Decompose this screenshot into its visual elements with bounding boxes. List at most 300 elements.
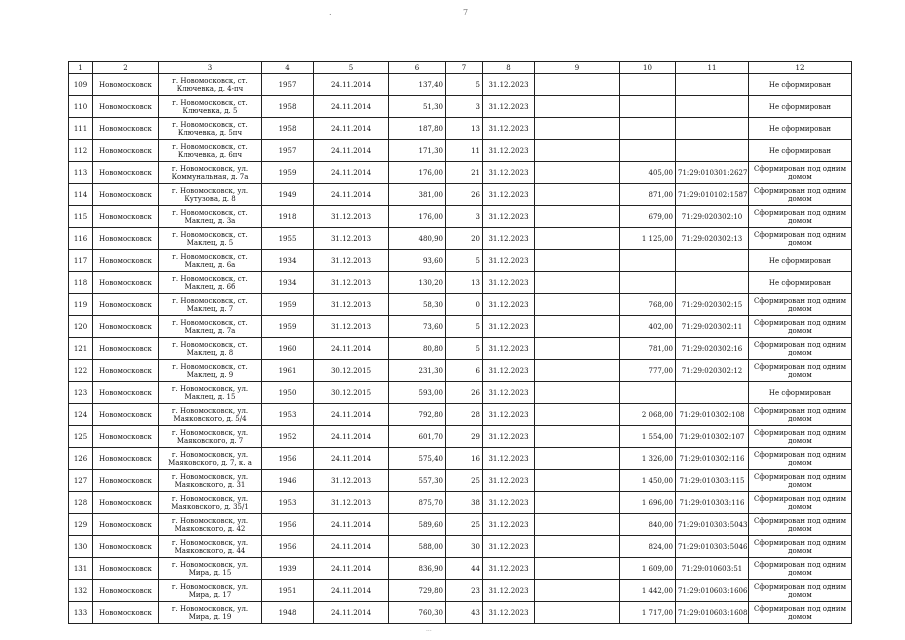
empty-cell (535, 404, 620, 426)
term-date-cell: 31.12.2023 (483, 536, 535, 558)
term-date-cell: 31.12.2023 (483, 404, 535, 426)
address-cell: г. Новомосковск, ул. Маяковского, д. 7 (159, 426, 262, 448)
year-cell: 1959 (262, 162, 314, 184)
status-cell: Сформирован под одним домом (749, 580, 852, 602)
address-cell: г. Новомосковск, ст. Маклец, д. 6а (159, 250, 262, 272)
area-cell: 557,30 (389, 470, 446, 492)
row-number: 126 (69, 448, 93, 470)
cadastral-number-cell (676, 140, 749, 162)
area-cell: 601,70 (389, 426, 446, 448)
address-cell: г. Новомосковск, ул. Мира, д. 17 (159, 580, 262, 602)
city-cell: Новомосковск (93, 558, 159, 580)
city-cell: Новомосковск (93, 426, 159, 448)
land-area-cell: 768,00 (620, 294, 676, 316)
year-cell: 1960 (262, 338, 314, 360)
count-cell: 21 (446, 162, 483, 184)
status-cell: Сформирован под одним домом (749, 162, 852, 184)
date-cell: 30.12.2015 (314, 360, 389, 382)
term-date-cell: 31.12.2023 (483, 492, 535, 514)
column-number-header: 10 (620, 62, 676, 74)
land-area-cell: 840,00 (620, 514, 676, 536)
address-cell: г. Новомосковск, ст. Ключевка, д. 6пч (159, 140, 262, 162)
column-number-header: 6 (389, 62, 446, 74)
status-cell: Сформирован под одним домом (749, 184, 852, 206)
count-cell: 5 (446, 250, 483, 272)
count-cell: 28 (446, 404, 483, 426)
row-number: 130 (69, 536, 93, 558)
address-cell: г. Новомосковск, ул. Маяковского, д. 35/1 (159, 492, 262, 514)
term-date-cell: 31.12.2023 (483, 316, 535, 338)
address-cell: г. Новомосковск, ул. Маяковского, д. 7, к. а (159, 448, 262, 470)
area-cell: 381,00 (389, 184, 446, 206)
column-number-header: 12 (749, 62, 852, 74)
date-cell: 24.11.2014 (314, 514, 389, 536)
address-cell: г. Новомосковск, ул. Маклец, д. 15 (159, 382, 262, 404)
row-number: 120 (69, 316, 93, 338)
year-cell: 1957 (262, 140, 314, 162)
term-date-cell: 31.12.2023 (483, 118, 535, 140)
date-cell: 24.11.2014 (314, 140, 389, 162)
area-cell: 176,00 (389, 162, 446, 184)
column-number-header: 2 (93, 62, 159, 74)
empty-cell (535, 580, 620, 602)
address-cell: г. Новомосковск, ст. Ключевка, д. 5 (159, 96, 262, 118)
status-cell: Сформирован под одним домом (749, 470, 852, 492)
area-cell: 73,60 (389, 316, 446, 338)
cadastral-number-cell: 71:29:020302:15 (676, 294, 749, 316)
empty-cell (535, 470, 620, 492)
table-row (69, 184, 852, 206)
term-date-cell: 31.12.2023 (483, 448, 535, 470)
land-area-cell (620, 74, 676, 96)
cadastral-number-cell: 71:29:010603:1606 (676, 580, 749, 602)
area-cell: 588,00 (389, 536, 446, 558)
address-cell: г. Новомосковск, ул. Маяковского, д. 44 (159, 536, 262, 558)
empty-cell (535, 184, 620, 206)
year-cell: 1961 (262, 360, 314, 382)
address-cell: г. Новомосковск, ул. Маяковского, д. 31 (159, 470, 262, 492)
term-date-cell: 31.12.2023 (483, 470, 535, 492)
city-cell: Новомосковск (93, 118, 159, 140)
count-cell: 5 (446, 338, 483, 360)
cadastral-number-cell: 71:29:010603:51 (676, 558, 749, 580)
city-cell: Новомосковск (93, 382, 159, 404)
term-date-cell: 31.12.2023 (483, 338, 535, 360)
year-cell: 1958 (262, 118, 314, 140)
land-area-cell: 1 609,00 (620, 558, 676, 580)
land-area-cell: 1 326,00 (620, 448, 676, 470)
city-cell: Новомосковск (93, 140, 159, 162)
cadastral-number-cell (676, 382, 749, 404)
count-cell: 43 (446, 602, 483, 624)
year-cell: 1955 (262, 228, 314, 250)
status-cell: Сформирован под одним домом (749, 558, 852, 580)
row-number: 116 (69, 228, 93, 250)
empty-cell (535, 272, 620, 294)
column-number-header: 11 (676, 62, 749, 74)
term-date-cell: 31.12.2023 (483, 294, 535, 316)
row-number: 122 (69, 360, 93, 382)
column-number-header: 3 (159, 62, 262, 74)
address-cell: г. Новомосковск, ст. Маклец, д. 7 (159, 294, 262, 316)
land-area-cell (620, 140, 676, 162)
count-cell: 25 (446, 470, 483, 492)
row-number: 118 (69, 272, 93, 294)
table-row (69, 426, 852, 448)
year-cell: 1950 (262, 382, 314, 404)
count-cell: 26 (446, 382, 483, 404)
area-cell: 836,90 (389, 558, 446, 580)
date-cell: 31.12.2013 (314, 228, 389, 250)
year-cell: 1953 (262, 404, 314, 426)
count-cell: 5 (446, 74, 483, 96)
city-cell: Новомосковск (93, 162, 159, 184)
status-cell: Сформирован под одним домом (749, 492, 852, 514)
row-number: 123 (69, 382, 93, 404)
cadastral-number-cell: 71:29:010303:116 (676, 492, 749, 514)
date-cell: 31.12.2013 (314, 470, 389, 492)
status-cell: Сформирован под одним домом (749, 360, 852, 382)
status-cell: Не сформирован (749, 382, 852, 404)
term-date-cell: 31.12.2023 (483, 140, 535, 162)
land-area-cell (620, 118, 676, 140)
cadastral-number-cell: 71:29:010102:1587 (676, 184, 749, 206)
address-cell: г. Новомосковск, ст. Маклец, д. 3а (159, 206, 262, 228)
table-row (69, 118, 852, 140)
empty-cell (535, 74, 620, 96)
table-row (69, 140, 852, 162)
empty-cell (535, 360, 620, 382)
area-cell: 875,70 (389, 492, 446, 514)
area-cell: 729,80 (389, 580, 446, 602)
term-date-cell: 31.12.2023 (483, 602, 535, 624)
year-cell: 1939 (262, 558, 314, 580)
city-cell: Новомосковск (93, 294, 159, 316)
count-cell: 3 (446, 206, 483, 228)
empty-cell (535, 382, 620, 404)
empty-cell (535, 294, 620, 316)
column-number-header: 1 (69, 62, 93, 74)
address-cell: г. Новомосковск, ул. Кутузова, д. 8 (159, 184, 262, 206)
table-row (69, 316, 852, 338)
land-area-cell: 405,00 (620, 162, 676, 184)
empty-cell (535, 118, 620, 140)
date-cell: 24.11.2014 (314, 118, 389, 140)
table-row (69, 250, 852, 272)
row-number: 124 (69, 404, 93, 426)
empty-cell (535, 602, 620, 624)
date-cell: 24.11.2014 (314, 602, 389, 624)
term-date-cell: 31.12.2023 (483, 514, 535, 536)
area-cell: 130,20 (389, 272, 446, 294)
table-row (69, 228, 852, 250)
land-area-cell: 1 717,00 (620, 602, 676, 624)
date-cell: 24.11.2014 (314, 580, 389, 602)
term-date-cell: 31.12.2023 (483, 96, 535, 118)
cadastral-number-cell (676, 250, 749, 272)
row-number: 133 (69, 602, 93, 624)
year-cell: 1952 (262, 426, 314, 448)
status-cell: Не сформирован (749, 96, 852, 118)
term-date-cell: 31.12.2023 (483, 184, 535, 206)
address-cell: г. Новомосковск, ул. Мира, д. 15 (159, 558, 262, 580)
count-cell: 5 (446, 316, 483, 338)
year-cell: 1951 (262, 580, 314, 602)
land-area-cell: 871,00 (620, 184, 676, 206)
table-row (69, 558, 852, 580)
status-cell: Сформирован под одним домом (749, 294, 852, 316)
count-cell: 13 (446, 118, 483, 140)
status-cell: Сформирован под одним домом (749, 448, 852, 470)
bottom-scan-mark: ... (426, 626, 432, 633)
land-area-cell: 824,00 (620, 536, 676, 558)
term-date-cell: 31.12.2023 (483, 272, 535, 294)
city-cell: Новомосковск (93, 404, 159, 426)
empty-cell (535, 492, 620, 514)
status-cell: Сформирован под одним домом (749, 338, 852, 360)
area-cell: 760,30 (389, 602, 446, 624)
empty-cell (535, 162, 620, 184)
table-row (69, 360, 852, 382)
count-cell: 3 (446, 96, 483, 118)
cadastral-number-cell: 71:29:010303:5043 (676, 514, 749, 536)
year-cell: 1957 (262, 74, 314, 96)
address-cell: г. Новомосковск, ул. Маяковского, д. 42 (159, 514, 262, 536)
date-cell: 31.12.2013 (314, 272, 389, 294)
table-row (69, 96, 852, 118)
city-cell: Новомосковск (93, 536, 159, 558)
area-cell: 187,80 (389, 118, 446, 140)
cadastral-number-cell: 71:29:010301:2627 (676, 162, 749, 184)
empty-cell (535, 426, 620, 448)
year-cell: 1956 (262, 448, 314, 470)
cadastral-number-cell: 71:29:010302:108 (676, 404, 749, 426)
status-cell: Сформирован под одним домом (749, 602, 852, 624)
row-number: 131 (69, 558, 93, 580)
year-cell: 1948 (262, 602, 314, 624)
count-cell: 13 (446, 272, 483, 294)
table-row (69, 580, 852, 602)
top-mark-dot: . (329, 8, 332, 17)
land-area-cell: 1 554,00 (620, 426, 676, 448)
city-cell: Новомосковск (93, 184, 159, 206)
term-date-cell: 31.12.2023 (483, 382, 535, 404)
cadastral-number-cell (676, 74, 749, 96)
address-cell: г. Новомосковск, ст. Ключевка, д. 5пч (159, 118, 262, 140)
address-cell: г. Новомосковск, ул. Коммунальная, д. 7а (159, 162, 262, 184)
year-cell: 1946 (262, 470, 314, 492)
status-cell: Сформирован под одним домом (749, 426, 852, 448)
area-cell: 593,00 (389, 382, 446, 404)
status-cell: Сформирован под одним домом (749, 536, 852, 558)
table-row (69, 206, 852, 228)
term-date-cell: 31.12.2023 (483, 360, 535, 382)
cadastral-number-cell: 71:29:010303:5046 (676, 536, 749, 558)
year-cell: 1918 (262, 206, 314, 228)
area-cell: 93,60 (389, 250, 446, 272)
cadastral-number-cell: 71:29:020302:10 (676, 206, 749, 228)
table-row (69, 338, 852, 360)
land-area-cell: 1 450,00 (620, 470, 676, 492)
address-cell: г. Новомосковск, ст. Маклец, д. 9 (159, 360, 262, 382)
land-area-cell: 1 696,00 (620, 492, 676, 514)
date-cell: 24.11.2014 (314, 162, 389, 184)
year-cell: 1934 (262, 250, 314, 272)
row-number: 132 (69, 580, 93, 602)
table-row (69, 404, 852, 426)
area-cell: 51,30 (389, 96, 446, 118)
table-row (69, 514, 852, 536)
row-number: 121 (69, 338, 93, 360)
table-row (69, 602, 852, 624)
header-row (69, 62, 852, 74)
area-cell: 171,30 (389, 140, 446, 162)
date-cell: 24.11.2014 (314, 558, 389, 580)
cadastral-number-cell: 71:29:010302:107 (676, 426, 749, 448)
row-number: 113 (69, 162, 93, 184)
year-cell: 1958 (262, 96, 314, 118)
empty-cell (535, 536, 620, 558)
date-cell: 31.12.2013 (314, 492, 389, 514)
land-area-cell (620, 382, 676, 404)
empty-cell (535, 514, 620, 536)
land-area-cell: 2 068,00 (620, 404, 676, 426)
count-cell: 44 (446, 558, 483, 580)
city-cell: Новомосковск (93, 360, 159, 382)
empty-cell (535, 140, 620, 162)
count-cell: 16 (446, 448, 483, 470)
area-cell: 575,40 (389, 448, 446, 470)
land-area-cell (620, 250, 676, 272)
row-number: 115 (69, 206, 93, 228)
table-body (69, 62, 852, 624)
cadastral-number-cell: 71:29:020302:13 (676, 228, 749, 250)
term-date-cell: 31.12.2023 (483, 426, 535, 448)
address-cell: г. Новомосковск, ул. Маяковского, д. 5/4 (159, 404, 262, 426)
city-cell: Новомосковск (93, 228, 159, 250)
year-cell: 1956 (262, 514, 314, 536)
status-cell: Сформирован под одним домом (749, 404, 852, 426)
table-row (69, 448, 852, 470)
count-cell: 29 (446, 426, 483, 448)
count-cell: 20 (446, 228, 483, 250)
land-area-cell: 1 442,00 (620, 580, 676, 602)
area-cell: 137,40 (389, 74, 446, 96)
term-date-cell: 31.12.2023 (483, 558, 535, 580)
table-row (69, 492, 852, 514)
cadastral-number-cell: 71:29:020302:12 (676, 360, 749, 382)
area-cell: 480,90 (389, 228, 446, 250)
date-cell: 31.12.2013 (314, 294, 389, 316)
empty-cell (535, 228, 620, 250)
count-cell: 38 (446, 492, 483, 514)
city-cell: Новомосковск (93, 470, 159, 492)
status-cell: Не сформирован (749, 250, 852, 272)
count-cell: 25 (446, 514, 483, 536)
city-cell: Новомосковск (93, 448, 159, 470)
city-cell: Новомосковск (93, 514, 159, 536)
status-cell: Не сформирован (749, 140, 852, 162)
row-number: 127 (69, 470, 93, 492)
cadastral-number-cell: 71:29:020302:16 (676, 338, 749, 360)
address-cell: г. Новомосковск, ст. Маклец, д. 8 (159, 338, 262, 360)
date-cell: 24.11.2014 (314, 184, 389, 206)
term-date-cell: 31.12.2023 (483, 580, 535, 602)
date-cell: 31.12.2013 (314, 250, 389, 272)
row-number: 125 (69, 426, 93, 448)
land-area-cell: 777,00 (620, 360, 676, 382)
column-number-header: 7 (446, 62, 483, 74)
count-cell: 6 (446, 360, 483, 382)
status-cell: Не сформирован (749, 118, 852, 140)
date-cell: 24.11.2014 (314, 74, 389, 96)
table-row (69, 382, 852, 404)
area-cell: 80,80 (389, 338, 446, 360)
count-cell: 11 (446, 140, 483, 162)
address-cell: г. Новомосковск, ул. Мира, д. 19 (159, 602, 262, 624)
row-number: 114 (69, 184, 93, 206)
city-cell: Новомосковск (93, 272, 159, 294)
city-cell: Новомосковск (93, 206, 159, 228)
count-cell: 0 (446, 294, 483, 316)
city-cell: Новомосковск (93, 74, 159, 96)
row-number: 129 (69, 514, 93, 536)
land-area-cell: 679,00 (620, 206, 676, 228)
table-row (69, 272, 852, 294)
row-number: 112 (69, 140, 93, 162)
cadastral-number-cell: 71:29:010303:115 (676, 470, 749, 492)
land-area-cell: 781,00 (620, 338, 676, 360)
date-cell: 24.11.2014 (314, 536, 389, 558)
date-cell: 24.11.2014 (314, 338, 389, 360)
status-cell: Не сформирован (749, 272, 852, 294)
land-area-cell: 402,00 (620, 316, 676, 338)
registry-table (68, 61, 852, 624)
cadastral-number-cell (676, 118, 749, 140)
table-row (69, 162, 852, 184)
cadastral-number-cell: 71:29:010603:1608 (676, 602, 749, 624)
term-date-cell: 31.12.2023 (483, 250, 535, 272)
page-number-mark: 7 (463, 8, 469, 17)
land-area-cell: 1 125,00 (620, 228, 676, 250)
city-cell: Новомосковск (93, 316, 159, 338)
address-cell: г. Новомосковск, ст. Ключевка, д. 4-пч (159, 74, 262, 96)
row-number: 117 (69, 250, 93, 272)
empty-cell (535, 558, 620, 580)
area-cell: 792,80 (389, 404, 446, 426)
column-number-header: 4 (262, 62, 314, 74)
year-cell: 1949 (262, 184, 314, 206)
count-cell: 30 (446, 536, 483, 558)
date-cell: 31.12.2013 (314, 206, 389, 228)
table-row (69, 294, 852, 316)
address-cell: г. Новомосковск, ст. Маклец, д. 7а (159, 316, 262, 338)
status-cell: Сформирован под одним домом (749, 316, 852, 338)
row-number: 119 (69, 294, 93, 316)
date-cell: 30.12.2015 (314, 382, 389, 404)
empty-cell (535, 338, 620, 360)
area-cell: 176,00 (389, 206, 446, 228)
status-cell: Сформирован под одним домом (749, 514, 852, 536)
date-cell: 24.11.2014 (314, 448, 389, 470)
empty-cell (535, 316, 620, 338)
term-date-cell: 31.12.2023 (483, 74, 535, 96)
row-number: 111 (69, 118, 93, 140)
empty-cell (535, 96, 620, 118)
cadastral-number-cell (676, 96, 749, 118)
year-cell: 1934 (262, 272, 314, 294)
empty-cell (535, 206, 620, 228)
